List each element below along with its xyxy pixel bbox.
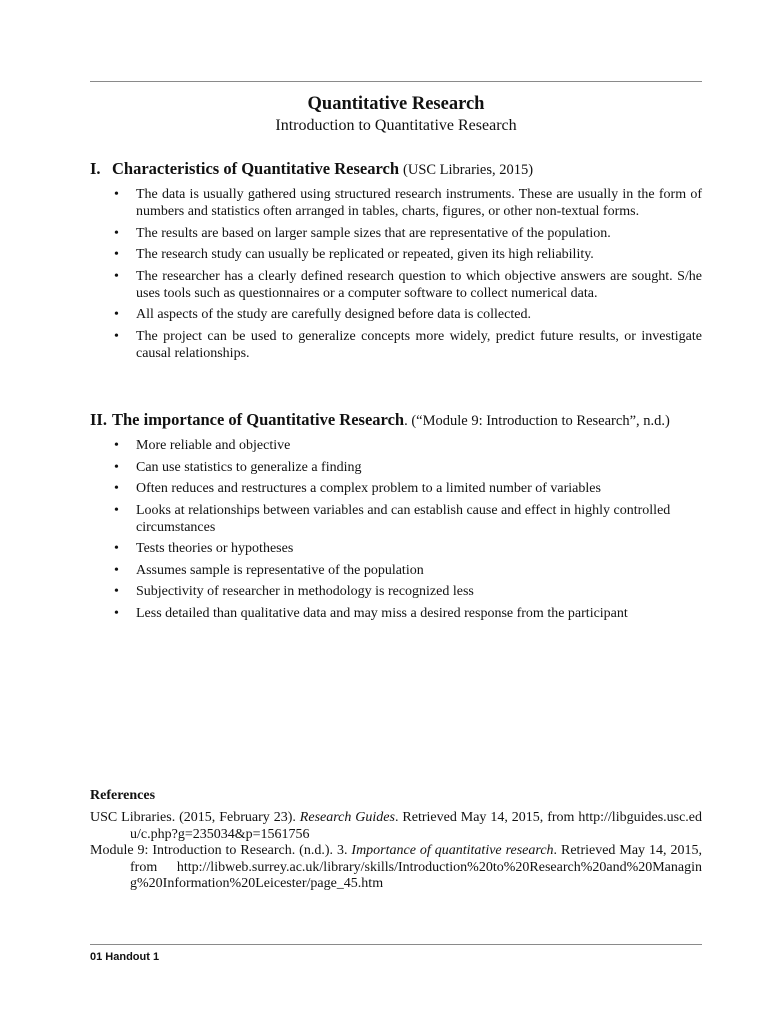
list-item <box>90 186 702 220</box>
document-title: Quantitative Research <box>307 94 485 114</box>
bullet-icon: • <box>114 268 119 284</box>
list-item <box>90 437 702 454</box>
reference-entry <box>90 810 702 843</box>
list-item-text: Less detailed than qualitative data and may miss a desired response from the participant <box>136 605 628 621</box>
list-item <box>90 225 702 242</box>
reference-source-title: Importance of quantitative research <box>351 843 554 858</box>
list-item <box>90 502 702 536</box>
list-item <box>90 268 702 302</box>
list-item <box>90 562 702 579</box>
list-item <box>90 246 702 263</box>
reference-author: USC Libraries. (2015, February 23). <box>90 810 300 825</box>
list-item-text: The results are based on larger sample sizes that are representative of the population. <box>136 225 611 241</box>
bullet-icon: • <box>114 187 119 202</box>
bullet-icon: • <box>114 481 119 496</box>
reference-url[interactable]: http://libweb.surrey.ac.uk/library/skills/Introduction%20to%20Research%20and%20Managing%20Information%20Leicester/page_45.htm <box>130 859 702 891</box>
list-item-text: Subjectivity of researcher in methodology is recognized less <box>136 584 474 599</box>
bullet-icon: • <box>114 247 119 262</box>
importance-list <box>90 437 702 626</box>
section-number: II. <box>90 410 107 429</box>
bullet-icon: • <box>114 459 119 475</box>
footer-label: 01 Handout 1 <box>90 951 160 963</box>
reference-retrieval: . Retrieved May 14, 2015, from <box>130 843 702 875</box>
bullet-icon: • <box>114 605 119 621</box>
list-item-text: The research study can usually be replicated or repeated, given its high reliability. <box>136 247 594 262</box>
list-item <box>90 480 702 497</box>
reference-source-title: Research Guides <box>299 810 395 825</box>
document-page <box>90 0 702 1024</box>
section-heading-importance <box>90 410 720 431</box>
section-number: I. <box>90 159 101 178</box>
list-item-text: More reliable and objective <box>136 438 291 453</box>
list-item <box>90 605 702 622</box>
section-citation: . (“Module 9: Introduction to Research”, n.d.) <box>404 413 670 429</box>
characteristics-list <box>90 186 702 366</box>
section-title: Characteristics of Quantitative Research <box>112 159 400 178</box>
list-item-text: The data is usually gathered using structured research instruments. These are usually in the form of numbers and statistics often arranged in tables, charts, figures, or other non-textual forms. <box>136 187 702 219</box>
list-item-text: Can use statistics to generalize a finding <box>136 459 362 475</box>
list-item-text: The researcher has a clearly defined research question to which objective answers are sought. S/he uses tools such as questionnaires or a computer software to collect numerical data. <box>136 268 702 301</box>
references-heading: References <box>90 788 156 803</box>
bullet-icon: • <box>114 225 119 241</box>
list-item <box>90 459 702 476</box>
bullet-icon: • <box>114 562 119 578</box>
reference-retrieval: . Retrieved May 14, 2015, from <box>394 810 579 825</box>
bullet-icon: • <box>114 328 119 344</box>
list-item-text: Tests theories or hypotheses <box>136 541 294 556</box>
bullet-icon: • <box>114 438 119 453</box>
reference-entry <box>90 843 702 893</box>
bullet-icon: • <box>114 307 119 322</box>
list-item <box>90 583 702 600</box>
list-item-text: Looks at relationships between variables and can establish cause and effect in highly controlled circumstances <box>136 502 671 535</box>
reference-url[interactable]: http://libguides.usc.edu/c.php?g=235034&p=1561756 <box>130 810 703 842</box>
footer-divider <box>90 944 702 945</box>
bullet-icon: • <box>114 541 119 556</box>
bullet-icon: • <box>114 502 119 518</box>
bullet-icon: • <box>114 584 119 599</box>
section-title: The importance of Quantitative Research <box>112 410 405 429</box>
list-item-text: All aspects of the study are carefully designed before data is collected. <box>136 307 531 322</box>
list-item-text: The project can be used to generalize concepts more widely, predict future results, or investigate causal relationships. <box>136 328 702 361</box>
reference-author: Module 9: Introduction to Research. (n.d.). 3. <box>90 843 352 858</box>
list-item-text: Often reduces and restructures a complex problem to a limited number of variables <box>136 481 601 496</box>
section-heading-characteristics <box>90 159 720 180</box>
section-citation: (USC Libraries, 2015) <box>403 162 534 178</box>
header-divider <box>90 81 702 82</box>
list-item-text: Assumes sample is representative of the population <box>136 562 424 578</box>
document-subtitle: Introduction to Quantitative Research <box>275 117 517 134</box>
list-item <box>90 306 702 323</box>
list-item <box>90 328 702 362</box>
list-item <box>90 540 702 557</box>
